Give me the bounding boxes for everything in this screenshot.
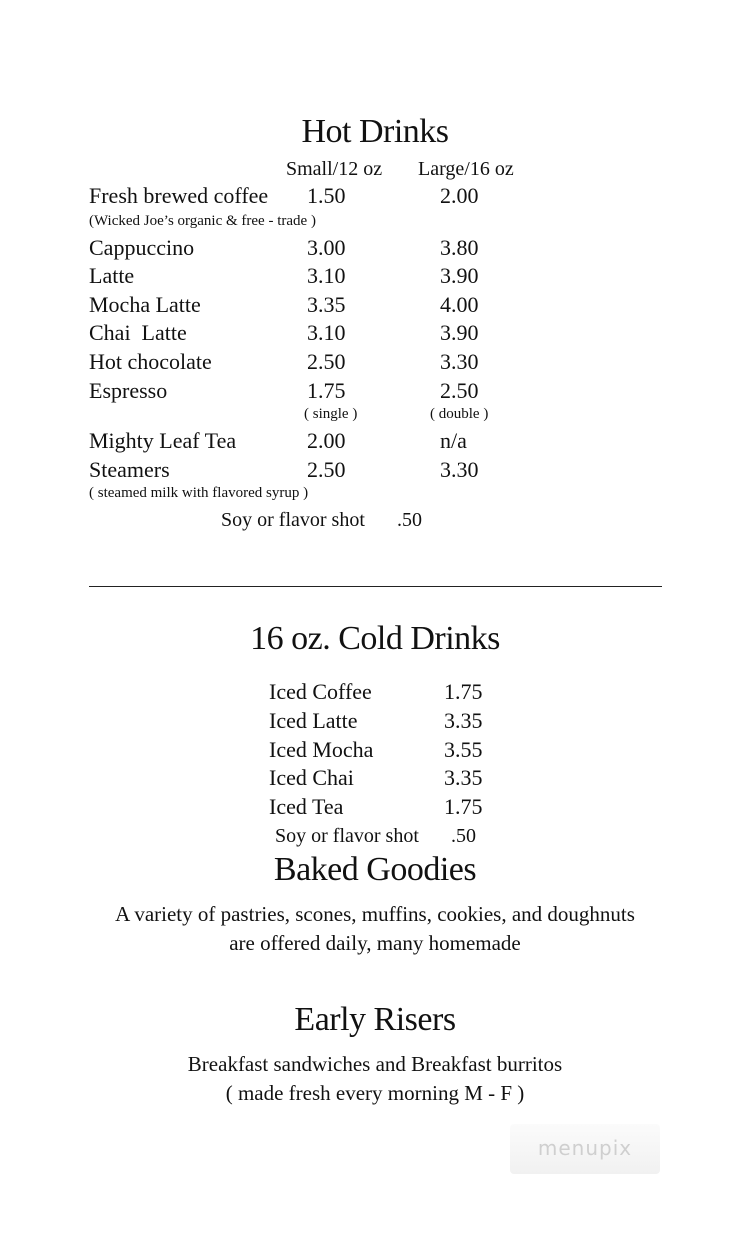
price-large: 3.90 [440,320,479,345]
menu-row-fresh-brewed-coffee [0,183,750,211]
price-small: 2.00 [307,428,346,453]
menu-row-iced-coffee [0,679,750,707]
watermark-text: menupix [537,1136,633,1160]
menu-row-iced-latte [0,708,750,736]
early-risers-line-2: ( made fresh every morning M - F ) [225,1081,525,1105]
item-name: Iced Mocha [269,737,374,762]
item-price: 3.35 [444,708,483,733]
price-small: 2.50 [307,457,346,482]
price-small: 1.50 [307,183,346,208]
menu-row-steamers [0,457,750,485]
price-large: 3.30 [440,457,479,482]
menu-row-iced-mocha [0,737,750,765]
item-name: Mighty Leaf Tea [89,428,237,453]
item-name: Iced Chai [269,765,354,790]
menu-row-latte [0,263,750,291]
baked-goodies-line-2: are offered daily, many homemade [229,931,521,955]
size-header-small: Small/12 oz [286,158,383,180]
item-name: Cappuccino [89,235,195,260]
item-name: Espresso [89,378,168,403]
item-name: Mocha Latte [89,292,201,317]
price-small: 3.35 [307,292,346,317]
item-name: Iced Latte [269,708,358,733]
section-divider [89,586,662,587]
cold-drinks-title: 16 oz. Cold Drinks [250,620,500,657]
menu-row-cappuccino [0,235,750,263]
menu-row-mocha-latte [0,292,750,320]
cold-addon-price: .50 [451,825,476,847]
item-price: 3.35 [444,765,483,790]
baked-goodies-line-1: A variety of pastries, scones, muffins, cookies, and doughnuts [115,902,635,926]
price-large: 3.90 [440,263,479,288]
price-small: 3.00 [307,235,346,260]
price-large: 3.30 [440,349,479,374]
item-name: Latte [89,263,135,288]
item-name: Iced Tea [269,794,344,819]
price-large: n/a [440,428,467,453]
item-name: Iced Coffee [269,679,372,704]
price-large: 2.50 [440,378,479,403]
coffee-note: (Wicked Joe’s organic & free - trade ) [89,213,316,229]
early-risers-title: Early Risers [294,1001,456,1038]
price-small: 2.50 [307,349,346,374]
menu-row-iced-tea [0,794,750,822]
hot-addon-label: Soy or flavor shot [221,509,365,531]
price-small: 3.10 [307,320,346,345]
price-small: 3.10 [307,263,346,288]
early-risers-line-1: Breakfast sandwiches and Breakfast burritos [187,1052,563,1076]
item-name: Chai Latte [89,320,187,345]
menu-row-espresso [0,378,750,406]
size-header-large: Large/16 oz [418,158,514,180]
menu-row-mighty-leaf-tea [0,428,750,456]
hot-drinks-title: Hot Drinks [301,113,449,150]
watermark-logo [510,1124,660,1174]
item-name: Fresh brewed coffee [89,183,269,208]
espresso-double-note: ( double ) [430,406,489,422]
price-small: 1.75 [307,378,346,403]
menu-row-chai-latte [0,320,750,348]
price-large: 4.00 [440,292,479,317]
menu-row-hot-chocolate [0,349,750,377]
item-price: 1.75 [444,794,483,819]
item-name: Steamers [89,457,170,482]
baked-goodies-title: Baked Goodies [273,851,477,888]
cold-addon-label: Soy or flavor shot [275,825,419,847]
espresso-single-note: ( single ) [304,406,358,422]
menu-row-iced-chai [0,765,750,793]
item-price: 1.75 [444,679,483,704]
price-large: 3.80 [440,235,479,260]
price-large: 2.00 [440,183,479,208]
item-price: 3.55 [444,737,483,762]
steamers-note: ( steamed milk with flavored syrup ) [89,485,309,501]
hot-addon-price: .50 [397,509,422,531]
item-name: Hot chocolate [89,349,212,374]
